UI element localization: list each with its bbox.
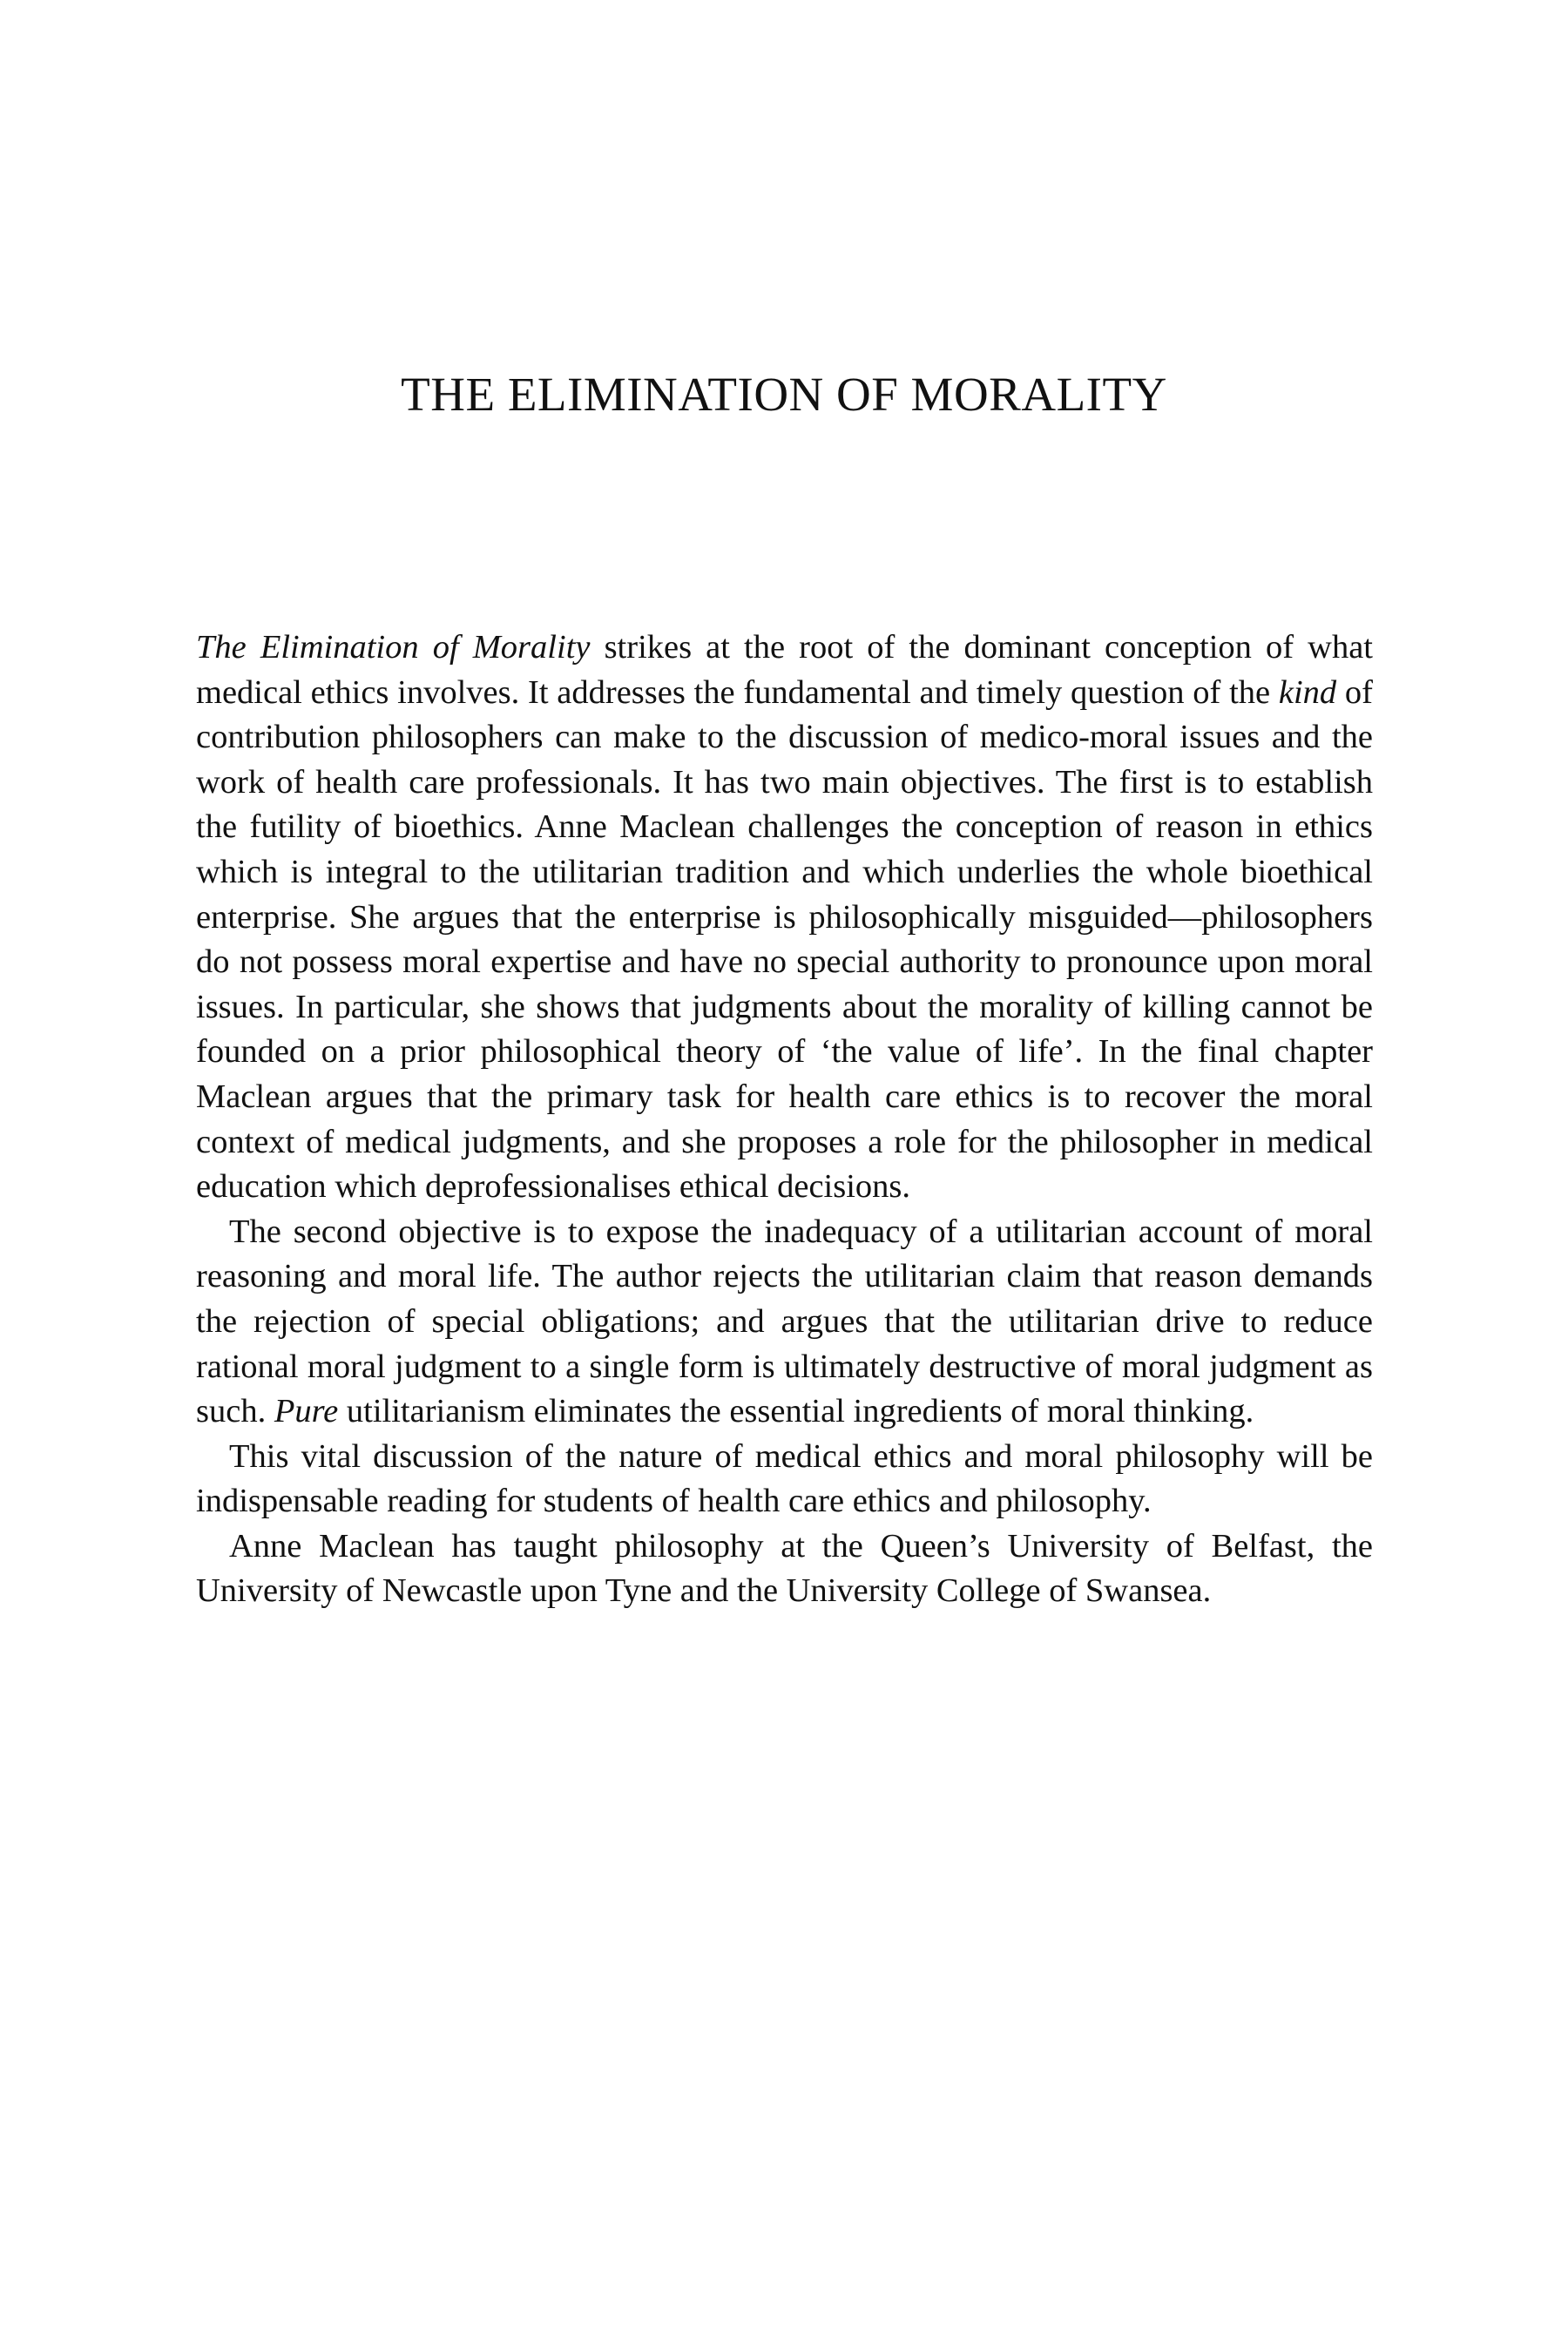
book-description [196, 625, 1373, 1614]
author-bio-paragraph: Anne Maclean has taught philosophy at the Queen’s University of Belfast, the University of Newcastle upon Tyne and the University College of Swansea. [196, 1527, 1373, 1610]
emphasis-kind: kind [1278, 673, 1337, 711]
description-paragraph-2 [196, 1210, 1373, 1435]
paragraph-text: The second objective is to expose the inadequacy of a utilitarian account of moral reasoning and moral life. The author rejects the utilitarian claim that reason demands the rejection of special obligations; and argues that the utilitarian drive to reduce rational moral judgment to a single form is ultimately destructive of moral judgment as such. [196, 1213, 1373, 1430]
paragraph-text: utilitarianism eliminates the essential ingredients of moral thinking. [338, 1393, 1254, 1430]
paragraph-text: of contribution philosophers can make to the discussion of medico-moral issues and the work of health care professionals. It has two main objectives. The first is to establish the futility of bioethics. Anne Maclean challenges the conception of reason in ethics which is integral to the utilitarian tradition and which underlies the whole bioethical enterprise. She argues that the enterprise is philosophically misguided—philosophers do not possess moral expertise and have no special authority to pronounce upon moral issues. In particular, she shows that judgments about the morality of killing cannot be founded on a prior philosophical theory of ‘the value of life’. In the final chapter Maclean argues that the primary task for health care ethics is to recover the moral context of medical judgments, and she proposes a role for the philosopher in medical education which deprofessionalises ethical decisions. [196, 673, 1373, 1206]
page-title: THE ELIMINATION OF MORALITY [401, 368, 1167, 421]
paragraph-text: strikes at the root of the dominant conception of what medical ethics involves. It addresses the fundamental and timely question of the [196, 629, 1373, 711]
emphasis-pure: Pure [274, 1393, 339, 1430]
description-paragraph-3: This vital discussion of the nature of medical ethics and moral philosophy will be indispensable reading for students of health care ethics and philosophy. [196, 1437, 1373, 1520]
book-title-italic: The Elimination of Morality [196, 629, 591, 666]
description-paragraph-1 [196, 625, 1373, 1210]
